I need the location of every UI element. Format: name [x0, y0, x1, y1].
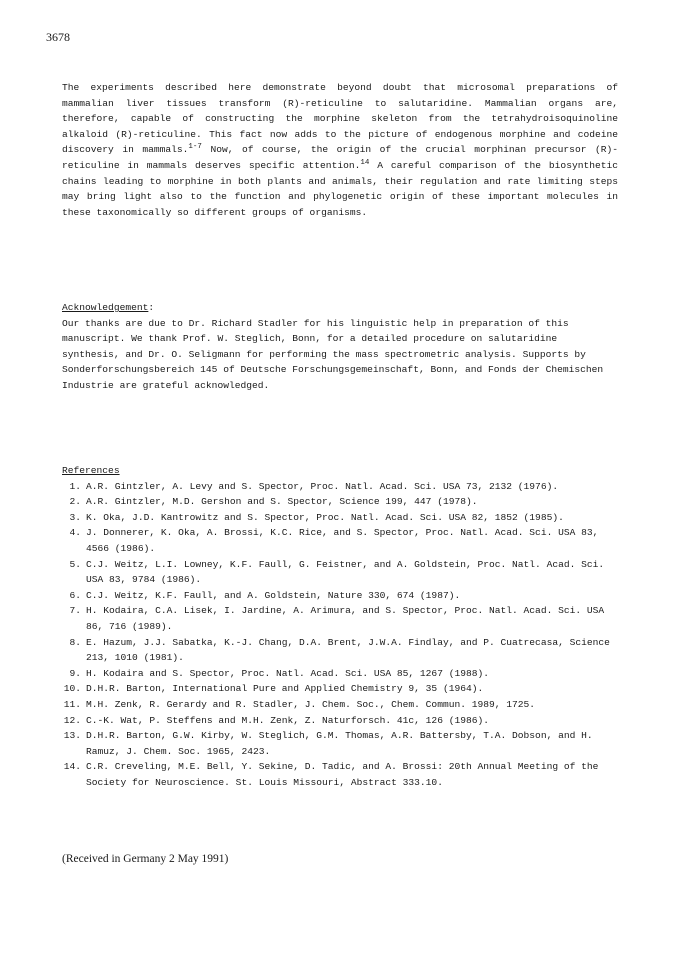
reference-item: 5. C.J. Weitz, L.I. Lowney, K.F. Faull, G. Feistner, and A. Goldstein, Proc. Natl. Acad. Sci. USA 83, 9784 (1986). — [69, 558, 605, 586]
intro-text-2: Now, of course, the origin of the crucial morphinan precursor (R)-reticuline in mammals deserves specific attention. — [62, 144, 618, 171]
citation-superscript: 1-7 — [188, 143, 202, 152]
reference-item: 10. D.H.R. Barton, International Pure and Applied Chemistry 9, 35 (1964). — [63, 683, 484, 695]
reference-item: 7. H. Kodaira, C.A. Lisek, I. Jardine, A. Arimura, and S. Spector, Proc. Natl. Acad. Sci. USA 86, 716 (1989). — [69, 605, 605, 632]
references-section — [62, 463, 622, 790]
intro-paragraph — [62, 80, 618, 220]
references-list — [62, 479, 622, 791]
reference-item: 14. C.R. Creveling, M.E. Bell, Y. Sekine, D. Tadic, and A. Brossi: 20th Annual Meeting of the Society for Neuroscience. St. Louis Missouri, Abstract 333.10. — [63, 761, 599, 788]
intro-text-1: The experiments described here demonstrate beyond doubt that microsomal preparations of mammalian liver tissues transform (R)-reticuline to salutaridine. Mammalian organs are, therefore, capable of constructing the morphine skeleton from the tetrahydroisoquinoline alkaloid (R)-reticuline. This fact now adds to the picture of endogenous morphine and codeine discovery in mammals. — [62, 82, 618, 156]
reference-item: 4. J. Donnerer, K. Oka, A. Brossi, K.C. Rice, and S. Spector, Proc. Natl. Acad. Sci. USA 83, 4566 (1986). — [69, 527, 599, 554]
reference-item: 11. M.H. Zenk, R. Gerardy and R. Stadler, J. Chem. Soc., Chem. Commun. 1989, 1725. — [63, 698, 536, 710]
page-number: 3678 — [46, 30, 70, 44]
reference-item: 12. C.-K. Wat, P. Steffens and M.H. Zenk, Z. Naturforsch. 41c, 126 (1986). — [63, 714, 490, 726]
reference-item: 3. K. Oka, J.D. Kantrowitz and S. Spector, Proc. Natl. Acad. Sci. USA 82, 1852 (1985). — [69, 511, 564, 523]
reference-item: 2. A.R. Gintzler, M.D. Gershon and S. Spector, Science 199, 447 (1978). — [69, 496, 478, 508]
citation-superscript: 14 — [360, 158, 370, 167]
reference-item: 8. E. Hazum, J.J. Sabatka, K.-J. Chang, D.A. Brent, J.W.A. Findlay, and P. Cuatrecasa, Science 213, 1010 (1981). — [69, 636, 610, 664]
acknowledgement-section — [62, 300, 618, 394]
reference-item: 13. D.H.R. Barton, G.W. Kirby, W. Steglich, G.M. Thomas, A.R. Battersby, T.A. Dobson, and H. Ramuz, J. Chem. Soc. 1965, 2423. — [63, 730, 593, 757]
intro-text-3: A careful comparison of the biosynthetic chains leading to morphine in both plants and animals, their regulation and rate limiting steps may bring light also to the function and phylogenetic origin of these important molecules in these taxonomically so different groups of organisms. — [62, 159, 619, 218]
received-date: (Received in Germany 2 May 1991) — [62, 853, 229, 865]
reference-item: 6. C.J. Weitz, K.F. Faull, and A. Goldstein, Nature 330, 674 (1987). — [69, 589, 461, 601]
reference-item: 9. H. Kodaira and S. Spector, Proc. Natl. Acad. Sci. USA 85, 1267 (1988). — [69, 667, 490, 679]
reference-item: 1. A.R. Gintzler, A. Levy and S. Spector, Proc. Natl. Acad. Sci. USA 73, 2132 (1976). — [69, 480, 559, 492]
acknowledgement-heading: Acknowledgement: — [62, 302, 155, 313]
references-heading: References — [62, 465, 120, 476]
acknowledgement-text: Our thanks are due to Dr. Richard Stadler for his linguistic help in preparation of this manuscript. We thank Prof. W. Steglich, Bonn, for a detailed procedure on salutaridine synthesis, and Dr. O. Seligmann for performing the mass spectrometric analysis. Supports by Sonderforschungsbereich 145 of Deutsche Forschungsgemeinschaft, Bonn, and Fonds der Chemischen Industrie are grateful acknowledged. — [62, 317, 604, 391]
